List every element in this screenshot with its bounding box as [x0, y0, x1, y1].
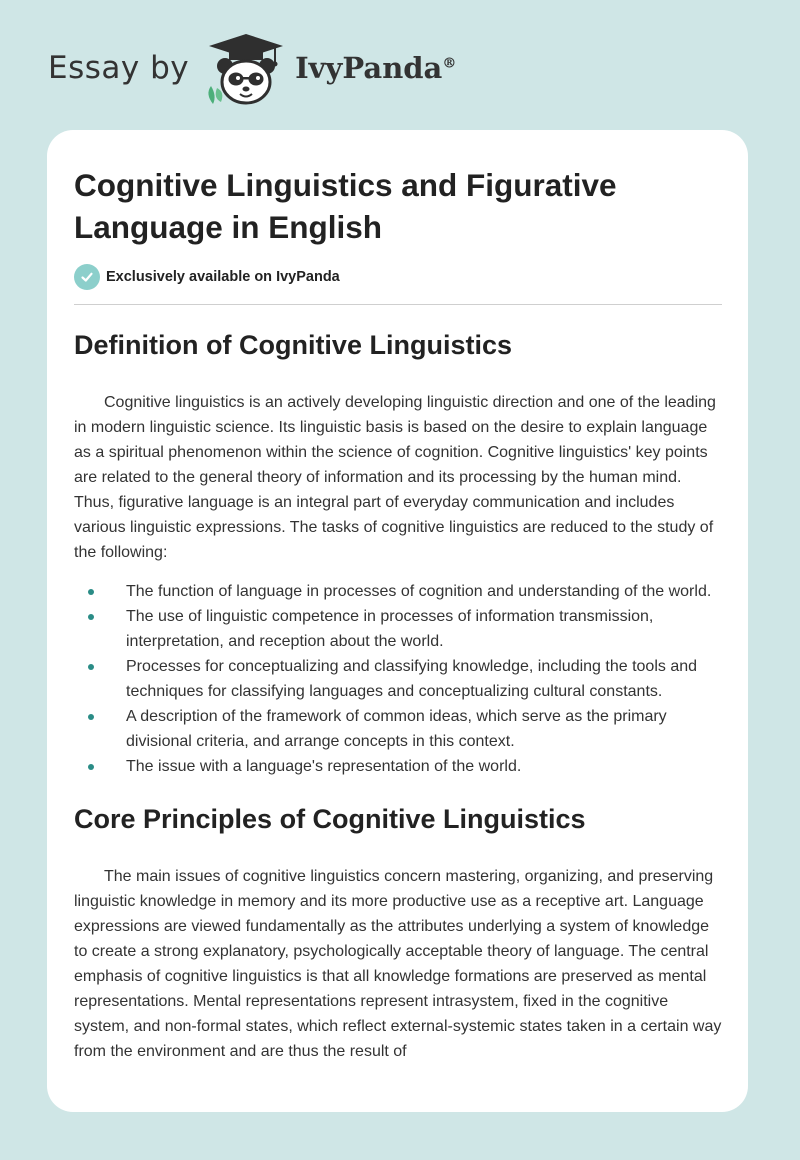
- bullet-dot-icon: [88, 664, 94, 670]
- section-paragraph-principles: The main issues of cognitive linguistics concern mastering, organizing, and preserving linguistic knowledge in memory and its more productive use as a receptive art. Language expressions are viewed fundamentally as the attributes underlying a system of knowledge to create a strong explanatory, psychologically acceptable theory of language. The central emphasis of cognitive linguistics is that all knowledge formations are preserved as mental representations. Mental representations represent intrasystem, fixed in the cognitive system, and non-formal states, which reflect external-systemic states taken in a certain way from the environment and are thus the result of: [74, 868, 722, 1060]
- tasks-list: [74, 579, 722, 779]
- list-item: The issue with a language's representation of the world.: [74, 754, 722, 779]
- divider: [74, 304, 722, 305]
- brand-name: IvyPanda®: [295, 51, 457, 85]
- bullet-dot-icon: [88, 589, 94, 595]
- check-circle-icon: [74, 264, 100, 290]
- essay-title: Cognitive Linguistics and Figurative Language in English: [74, 167, 617, 245]
- bullet-dot-icon: [88, 714, 94, 720]
- section-paragraph-definition: Cognitive linguistics is an actively developing linguistic direction and one of the leading in modern linguistic science. Its linguistic basis is based on the desire to explain language as a spiritual phenomenon within the science of cognition. Cognitive linguistics' key points are related to the general theory of information and its processing by the human mind. Thus, figurative language is an integral part of everyday communication and includes various linguistic expressions. The tasks of cognitive linguistics are reduced to the study of the following:: [74, 394, 716, 561]
- list-item: Processes for conceptualizing and classifying knowledge, including the tools and techniques for classifying languages and conceptualizing cultural constants.: [74, 654, 722, 704]
- list-item: The function of language in processes of cognition and understanding of the world.: [74, 579, 722, 604]
- bullet-dot-icon: [88, 764, 94, 770]
- section-heading-principles: Core Principles of Cognitive Linguistics: [74, 804, 586, 834]
- panda-logo-icon: [203, 28, 289, 108]
- list-item: The use of linguistic competence in processes of information transmission, interpretation, and reception about the world.: [74, 604, 722, 654]
- list-item: A description of the framework of common ideas, which serve as the primary divisional criteria, and arrange concepts in this context.: [74, 704, 722, 754]
- exclusive-badge: [74, 264, 722, 290]
- badge-text: Exclusively available on IvyPanda: [106, 269, 340, 285]
- bullet-dot-icon: [88, 614, 94, 620]
- section-heading-definition: Definition of Cognitive Linguistics: [74, 330, 512, 360]
- brand-header[interactable]: [48, 28, 456, 108]
- brand-prefix: Essay by: [48, 50, 190, 86]
- essay-card: [47, 130, 748, 1112]
